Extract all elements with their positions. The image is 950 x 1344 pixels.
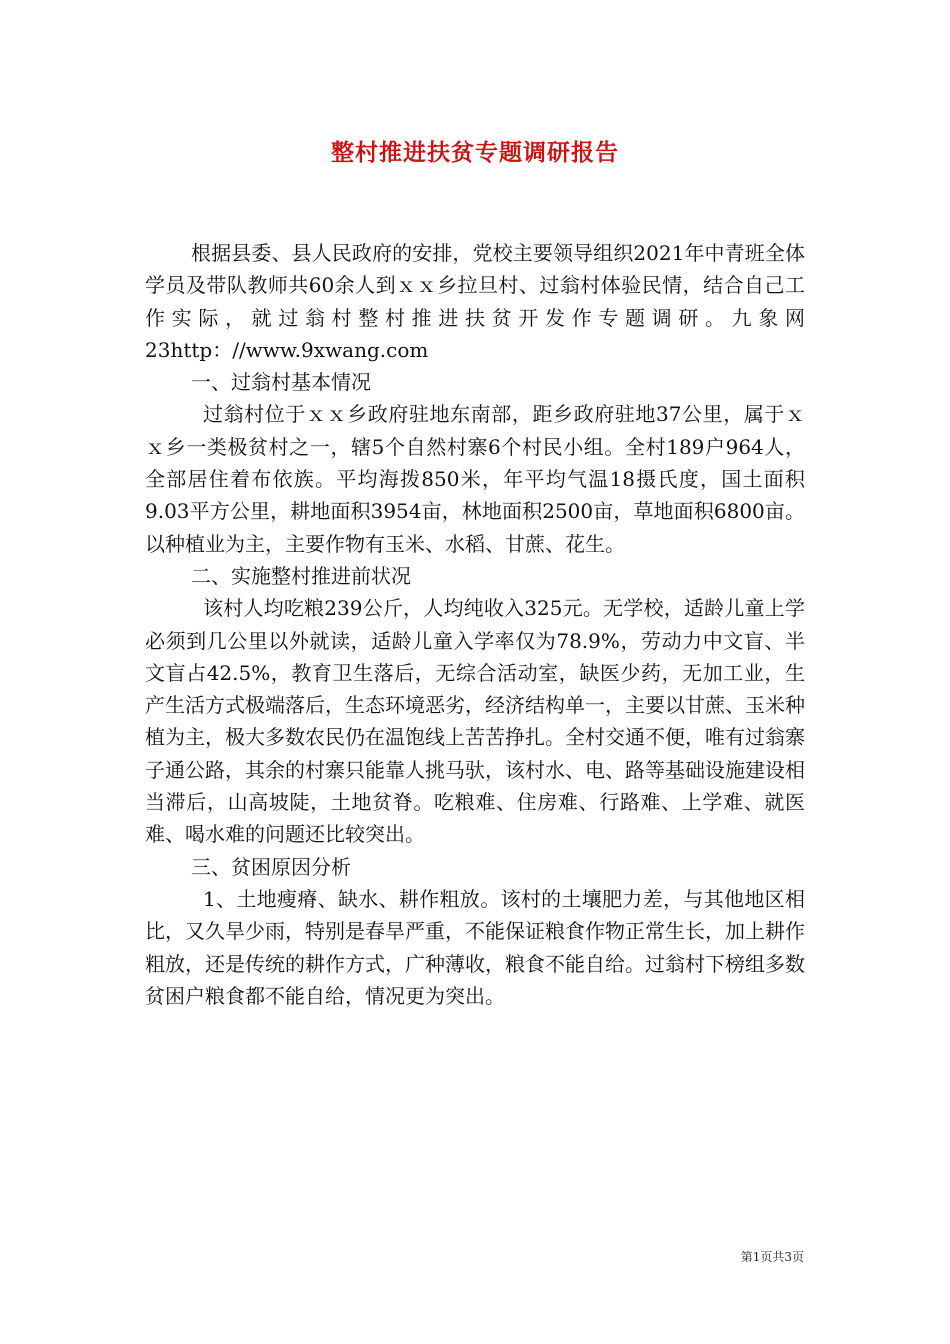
document-body	[145, 237, 805, 1012]
intro-paragraph: 根据县委、县人民政府的安排，党校主要领导组织2021年中青班全体学员及带队教师共60余人到ｘｘ乡拉旦村、过翁村体验民情，结合自己工作实际，就过翁村整村推进扶贫开发作专题调研。九象网23http：//www.9xwang.com	[145, 241, 805, 362]
page-number: 第1页共3页	[740, 1250, 804, 1264]
section-heading-3: 三、贫困原因分析	[191, 854, 351, 879]
section-heading-1: 一、过翁村基本情况	[191, 370, 371, 395]
section-3-paragraph: 1、土地瘦瘠、缺水、耕作粗放。该村的土壤肥力差，与其他地区相比，又久旱少雨，特别是春旱严重，不能保证粮食作物正常生长，加上耕作粗放，还是传统的耕作方式，广种薄收，粮食不能自给。过翁村下榜组多数贫困户粮食都不能自给，情况更为突出。	[145, 886, 805, 1008]
section-heading-2: 二、实施整村推进前状况	[191, 563, 411, 588]
section-2-paragraph: 该村人均吃粮239公斤，人均纯收入325元。无学校，适龄儿童上学必须到几公里以外就读，适龄儿童入学率仅为78.9%，劳动力中文盲、半文盲占42.5%，教育卫生落后，无综合活动室，缺医少药，无加工业，生产生活方式极端落后，生态环境恶劣，经济结构单一，主要以甘蔗、玉米种植为主，极大多数农民仍在温饱线上苦苦挣扎。全村交通不便，唯有过翁寨子通公路，其余的村寨只能靠人挑马驮，该村水、电、路等基础设施建设相当滞后，山高坡陡，土地贫脊。吃粮难、住房难、行路难、上学难、就医难、喝水难的问题还比较突出。	[145, 596, 805, 847]
document-title: 整村推进扶贫专题调研报告	[331, 139, 619, 166]
section-1-paragraph: 过翁村位于ｘｘ乡政府驻地东南部，距乡政府驻地37公里，属于ｘｘ乡一类极贫村之一，辖5个自然村寨6个村民小组。全村189户964人，全部居住着布依族。平均海拨850米，年平均气温18摄氏度，国土面积9.03平方公里，耕地面积3954亩，林地面积2500亩，草地面积6800亩。以种植业为主，主要作物有玉米、水稻、甘蔗、花生。	[145, 402, 805, 556]
